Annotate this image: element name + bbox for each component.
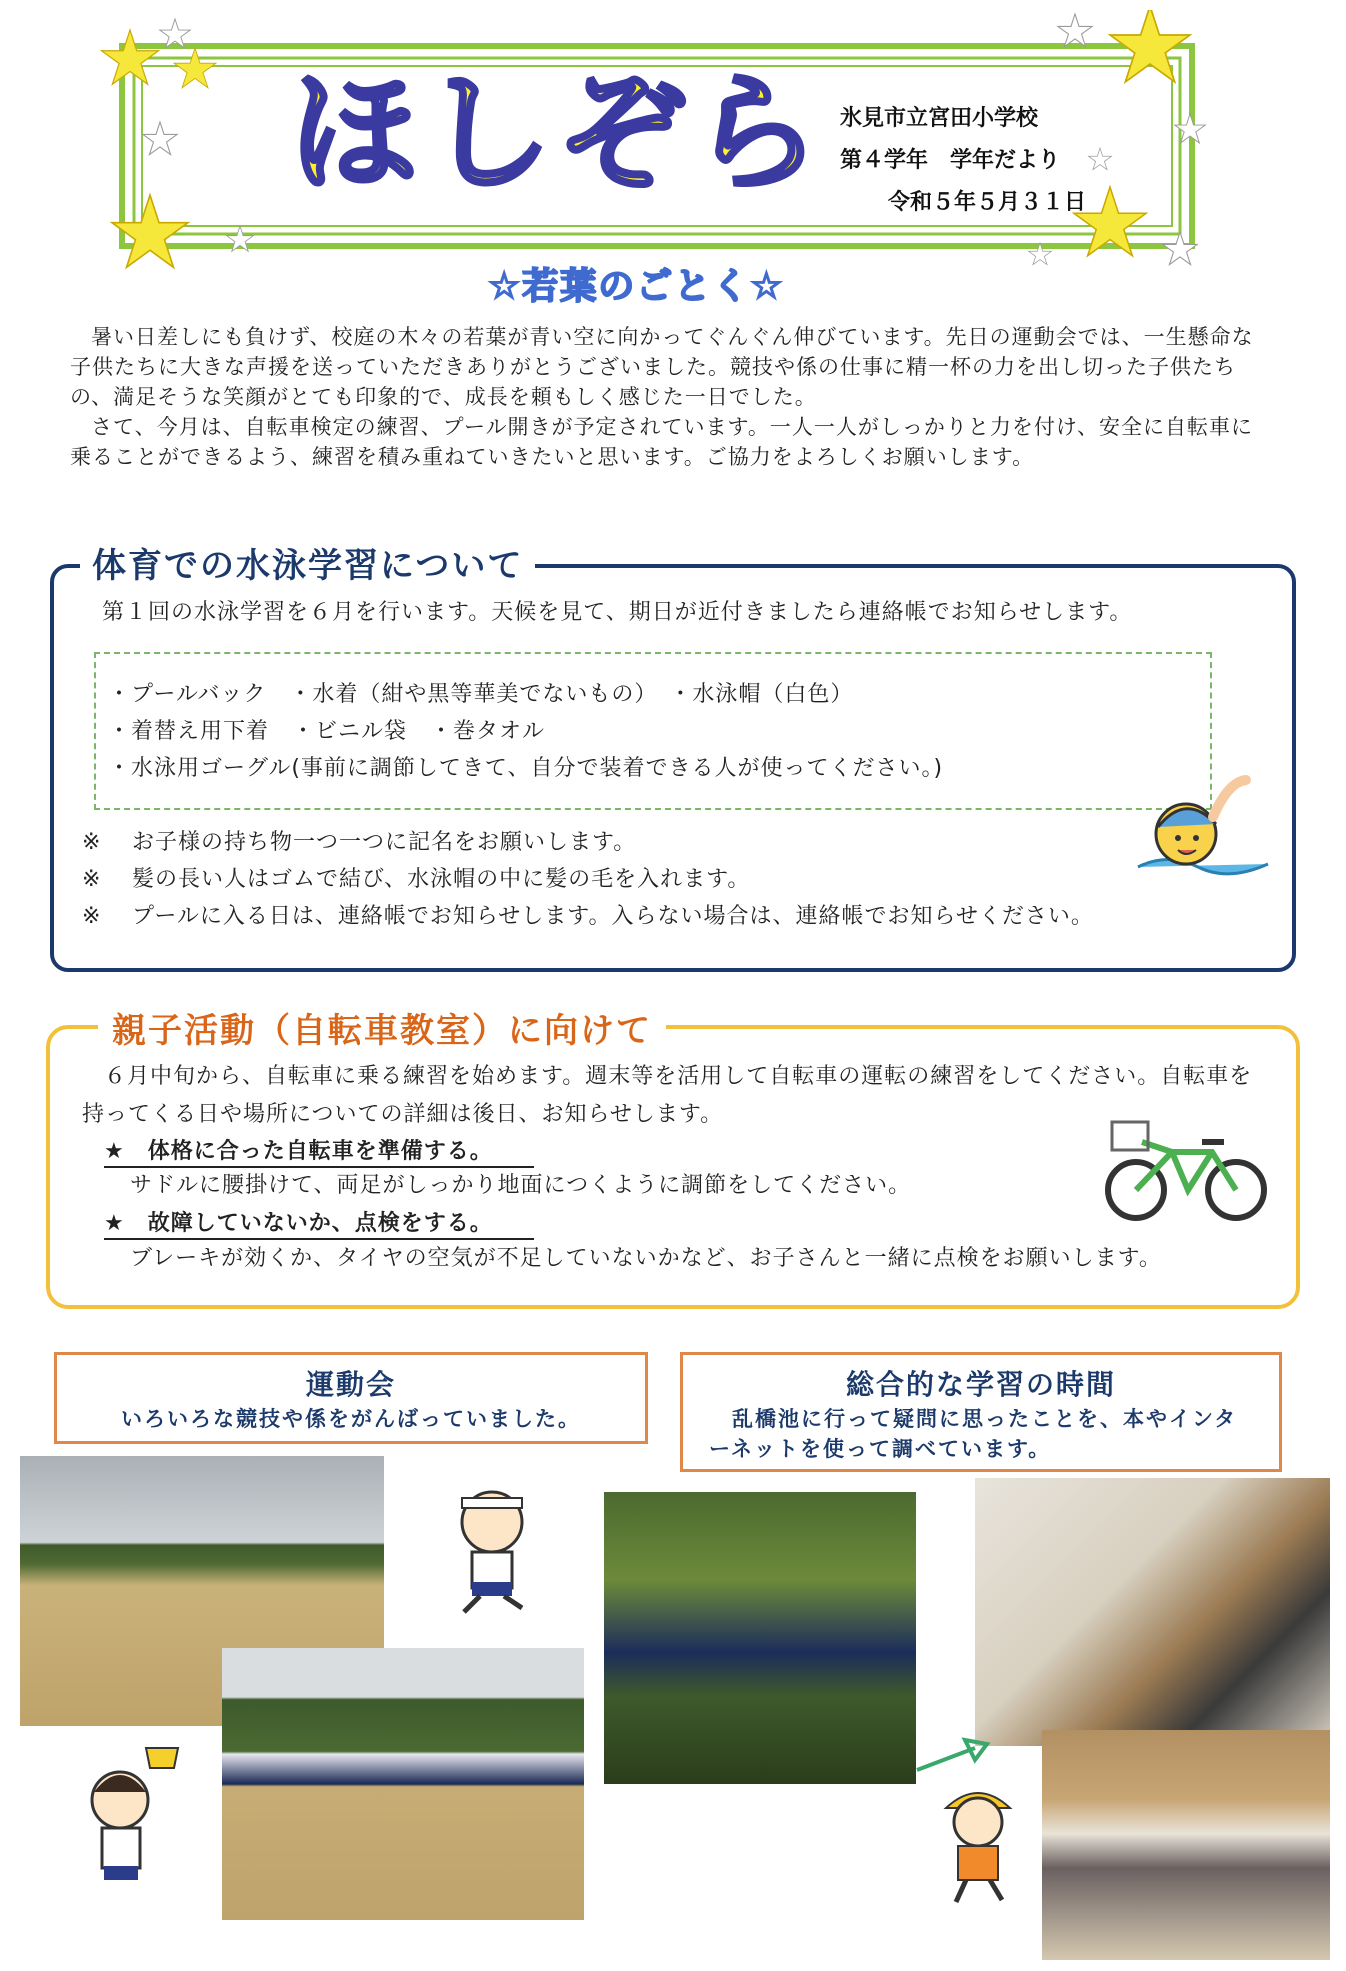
- item-list: [108, 676, 943, 787]
- study-text-line: 乱橋池に行って疑問に思ったことを、本やインタ: [709, 1407, 1238, 1431]
- swim-notes: [82, 824, 1094, 935]
- swim-lead: 第１回の水泳学習を６月を行います。天候を見て、期日が近付きましたら連絡帳でお知らせします。: [102, 600, 1133, 625]
- intro-text: [70, 322, 1270, 472]
- bike-point-1-text: サドルに腰掛けて、両足がしっかり地面につくように調節をしてください。: [130, 1173, 912, 1198]
- arrow-icon: [915, 1736, 995, 1776]
- swimmer-illustration: [1128, 772, 1278, 884]
- bike-point-1: ★ 体格に合った自転車を準備する。: [104, 1139, 493, 1164]
- sports-day-photo: [222, 1648, 584, 1920]
- swim-section-title: 体育での水泳学習について: [80, 538, 535, 587]
- sports-day-caption: [54, 1352, 648, 1444]
- intro-paragraph: さて、今月は、自転車検定の練習、プール開きが予定されています。一人一人がしっかりと力を付け、安全に自転車に乗ることができるよう、練習を積み重ねていきたいと思います。ご協力をよろしくお願いします。: [70, 415, 1254, 469]
- note-item: ※ プールに入る日は、連絡帳でお知らせします。入らない場合は、連絡帳でお知らせください。: [82, 904, 1094, 929]
- classroom-photo: [975, 1478, 1330, 1746]
- trophy-child-illustration: [78, 1744, 194, 1894]
- grade-label: 第４学年 学年だより: [840, 148, 1061, 173]
- field-trip-photo: [604, 1492, 916, 1784]
- bike-section-title: 親子活動（自転車教室）に向けて: [98, 1003, 666, 1052]
- list-item: ・着替え用下着 ・ビニル袋 ・巻タオル: [108, 719, 546, 744]
- bicycle-illustration: [1102, 1112, 1270, 1222]
- bike-lead: [82, 1058, 1272, 1134]
- school-info: [840, 98, 1086, 224]
- bike-paragraph: ６月中旬から、自転車に乗る練習を始めます。週末等を活用して自転車の運転の練習をしてください。自転車を持ってくる日や場所についての詳細は後日、お知らせします。: [82, 1064, 1253, 1127]
- issue-date: 令和５年５月３１日: [888, 190, 1087, 215]
- underline: [104, 1238, 534, 1240]
- classroom-photo: [1042, 1730, 1330, 1960]
- list-item: ・水泳用ゴーグル(事前に調節してきて、自分で装着できる人が使ってください。): [108, 756, 944, 781]
- newsletter-title: ほしぞら: [290, 59, 827, 208]
- note-item: ※ 髪の長い人はゴムで結び、水泳帽の中に髪の毛を入れます。: [82, 867, 751, 892]
- subtitle: ☆若葉のごとく☆: [488, 266, 785, 307]
- note-item: ※ お子様の持ち物一つ一つに記名をお願いします。: [82, 830, 637, 855]
- intro-paragraph: 暑い日差しにも負けず、校庭の木々の若葉が青い空に向かってぐんぐん伸びています。先日の運動会では、一生懸命な子供たちに大きな声援を送っていただきありがとうございました。競技や係の仕事に精一杯の力を出し切った子供たちの、満足そうな笑顔がとても印象的で、成長を頼もしく感じた一日でした。: [70, 325, 1254, 409]
- study-title: 総合的な学習の時間: [845, 1368, 1116, 1401]
- running-child-illustration: [432, 1482, 552, 1620]
- bike-point-2-text: ブレーキが効くか、タイヤの空気が不足していないかなど、お子さんと一緒に点検をお願いします。: [130, 1246, 1162, 1271]
- bike-point-2: ★ 故障していないか、点検をする。: [104, 1211, 493, 1236]
- school-name: 氷見市立宮田小学校: [840, 106, 1039, 131]
- list-item: ・プールバック ・水着（紺や黒等華美でないもの） ・水泳帽（白色）: [108, 682, 854, 707]
- sports-day-text: いろいろな競技や係をがんばっていました。: [121, 1407, 581, 1431]
- sports-day-title: 運動会: [305, 1368, 396, 1401]
- study-text-line: ーネットを使って調べています。: [709, 1437, 1052, 1461]
- explorer-child-illustration: [928, 1778, 1028, 1906]
- study-caption: [680, 1352, 1282, 1472]
